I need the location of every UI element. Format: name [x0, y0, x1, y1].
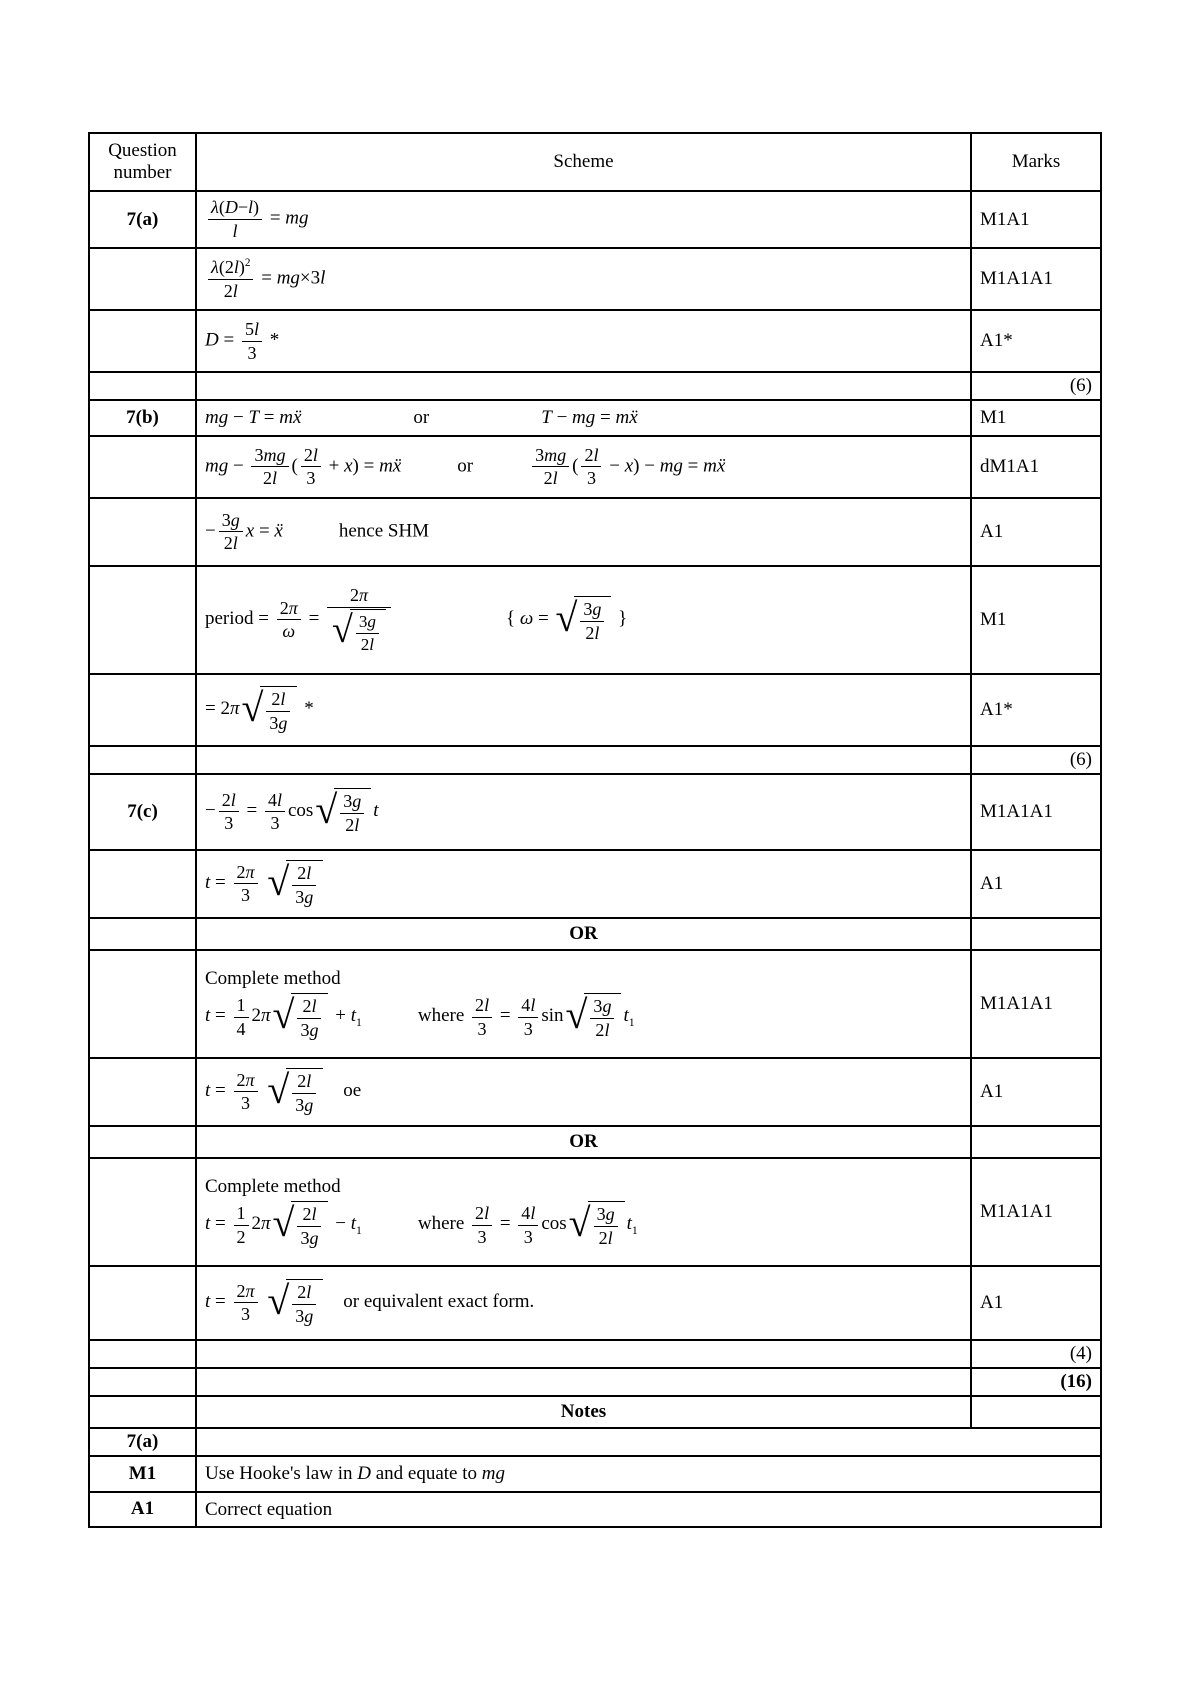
marks-cell [971, 1126, 1101, 1158]
fraction [581, 445, 601, 490]
denominator: 3 [247, 342, 257, 363]
denominator: 2l [360, 634, 375, 654]
numerator: 4l [518, 1203, 538, 1226]
table-row [89, 1158, 1101, 1266]
question-cell [89, 372, 196, 400]
fraction [472, 995, 492, 1040]
square-root: √ $\frac{2l}{3g}$ [273, 1201, 329, 1249]
fraction [518, 995, 538, 1040]
denominator: 3 [241, 885, 251, 906]
square-root: √ $\frac{3g}{2l}$ [315, 788, 371, 836]
denominator: 3 [586, 468, 596, 489]
question-cell [89, 498, 196, 566]
scheme-cell [196, 1428, 1101, 1456]
scheme-line: mg − T = mẍ or T − mg = mẍ [205, 407, 638, 428]
square-root: √ $\frac{2l}{3g}$ [267, 1279, 323, 1327]
marks-cell: M1A1A1 [971, 248, 1101, 310]
or-divider-label: OR [569, 1130, 598, 1152]
scheme-cell [196, 950, 971, 1058]
fraction [532, 445, 569, 490]
upright-text: where [417, 1213, 465, 1235]
marks-cell: (6) [971, 372, 1101, 400]
fraction [234, 1203, 249, 1248]
scheme-cell [196, 372, 971, 400]
denominator: 3 [306, 468, 316, 489]
numerator: 2l [472, 1203, 492, 1226]
fraction [208, 257, 253, 302]
numerator: 1 [234, 995, 249, 1018]
denominator: 2l [223, 280, 238, 301]
marks-cell: M1A1A1 [971, 950, 1101, 1058]
denominator [327, 608, 391, 654]
table-row [89, 566, 1101, 674]
square-root: √ $\frac{2l}{3g}$ [267, 1068, 323, 1116]
marks-cell: (4) [971, 1340, 1101, 1368]
fraction [234, 995, 249, 1040]
fraction [292, 1071, 316, 1116]
marks-cell: M1A1 [971, 191, 1101, 248]
fraction [518, 1203, 538, 1248]
question-cell [89, 248, 196, 310]
scheme-line: Use Hooke's law in D and equate to mg [205, 1462, 505, 1484]
fraction [327, 585, 391, 654]
scheme-cell [196, 436, 971, 498]
denominator: 2l [345, 814, 360, 835]
question-cell [89, 918, 196, 950]
question-cell: 7(c) [89, 774, 196, 850]
scheme-cell [196, 400, 971, 436]
denominator: 2 [236, 1226, 246, 1247]
marks-cell: M1 [971, 566, 1101, 674]
fraction [251, 445, 288, 490]
upright-text: cos [288, 800, 314, 822]
square-root: √ $\frac{3g}{2l}$ [566, 993, 622, 1041]
subscript: 1 [631, 1224, 638, 1238]
fraction [266, 689, 290, 734]
question-cell [89, 746, 196, 774]
numerator: 3g [340, 791, 364, 814]
numerator: 4l [518, 995, 538, 1018]
denominator: 4 [236, 1018, 246, 1039]
numerator: 4l [265, 790, 285, 813]
table-row [89, 191, 1101, 248]
denominator: 2l [262, 468, 277, 489]
scheme-line: t = $\frac{2\pi}{3}$ √ $\frac{2l}{3g}$ or equivalent exact form. [205, 1277, 535, 1326]
fraction [580, 599, 604, 644]
numerator: 1 [234, 1203, 249, 1226]
marks-cell: dM1A1 [971, 436, 1101, 498]
scheme-cell [196, 191, 971, 248]
denominator: 3g [300, 1228, 319, 1249]
marks-cell: A1* [971, 674, 1101, 746]
upright-text: Use Hooke's law in [205, 1462, 358, 1484]
denominator: l [232, 221, 238, 241]
scheme-line: = 2π √ $\frac{2l}{3g}$ * [205, 684, 314, 733]
denominator: 2l [598, 1228, 613, 1249]
upright-text: hence SHM [338, 520, 430, 542]
upright-text: sin [541, 1005, 564, 1027]
scheme-line [205, 967, 962, 991]
scheme-cell [196, 674, 971, 746]
numerator: 2l [301, 445, 321, 468]
upright-text: or [457, 455, 474, 477]
numerator: 5l [242, 319, 262, 342]
marks-cell: M1A1A1 [971, 774, 1101, 850]
radicand [291, 1201, 328, 1249]
scheme-cell [196, 248, 971, 310]
numerator: λ(D−l) [208, 197, 262, 220]
table-row [89, 774, 1101, 850]
fraction [277, 598, 301, 643]
scheme-cell [196, 1368, 971, 1396]
question-cell [89, 1396, 196, 1428]
numerator: 2π [234, 1281, 258, 1304]
fraction [265, 790, 285, 835]
marks-cell: (16) [971, 1368, 1101, 1396]
table-row [89, 850, 1101, 918]
square-root: √ $\frac{2l}{3g}$ [273, 993, 329, 1041]
fraction [340, 791, 364, 836]
table-row [89, 1396, 1101, 1428]
scheme-line: − $\frac{2l}{3}$ = $\frac{4l}{3}$ cos √ $\frac{3g}{2l}$ t [205, 786, 379, 835]
denominator: 3 [224, 813, 234, 834]
question-cell: A1 [89, 1492, 196, 1528]
marks-cell: A1 [971, 498, 1101, 566]
table-row [89, 918, 1101, 950]
scheme-cell [196, 498, 971, 566]
denominator: 3g [269, 712, 288, 733]
scheme-cell [196, 1266, 971, 1340]
scheme-line: mg − $\frac{3mg}{2l}$ ( $\frac{2l}{3}$ + x) = mẍ or $\frac{3mg}{2l}$ ( $\frac{2l}{3}$ − x) − mg = mẍ [205, 444, 726, 489]
scheme-cell [196, 774, 971, 850]
denominator: 3g [300, 1020, 319, 1041]
table-body [89, 191, 1101, 1527]
question-cell [89, 1158, 196, 1266]
numerator: 3mg [532, 445, 569, 468]
scheme-cell [196, 1492, 1101, 1528]
table-row [89, 248, 1101, 310]
scheme-line: $\frac{\lambda(2l)^2}{2l}$ = mg×3l [205, 257, 962, 302]
denominator: 3 [241, 1304, 251, 1325]
superscript: 2 [244, 256, 251, 269]
upright-text: or equivalent exact form. [343, 1291, 535, 1313]
or-divider-label: OR [569, 922, 598, 944]
question-cell: 7(a) [89, 1428, 196, 1456]
scheme-line: t = $\frac{2\pi}{3}$ √ $\frac{2l}{3g}$ oe [205, 1066, 362, 1115]
numerator: 2π [234, 1070, 258, 1093]
numerator: 2π [327, 585, 391, 608]
denominator: 3 [241, 1093, 251, 1114]
marks-cell: A1 [971, 850, 1101, 918]
numerator: $\lambda(2l)^2$ [208, 257, 253, 280]
marks-cell: A1 [971, 1058, 1101, 1126]
numerator: 2π [234, 862, 258, 885]
radicand [286, 1068, 323, 1116]
scheme-line: D = $\frac{5l}{3}$ * [205, 318, 280, 363]
radicand [334, 788, 371, 836]
scheme-cell [196, 850, 971, 918]
fraction [301, 445, 321, 490]
denominator: 3 [477, 1018, 487, 1039]
table-row [89, 1492, 1101, 1528]
table-row [89, 372, 1101, 400]
question-cell: 7(b) [89, 400, 196, 436]
numerator: 2π [277, 598, 301, 621]
marks-cell: (6) [971, 746, 1101, 774]
scheme-cell [196, 746, 971, 774]
radicand [260, 686, 297, 734]
scheme-cell [196, 1158, 971, 1266]
numerator: 2l [581, 445, 601, 468]
scheme-line: − $\frac{3g}{2l}$ x = ẍ hence SHM [205, 509, 430, 554]
numerator: 2l [219, 790, 239, 813]
question-cell [89, 1126, 196, 1158]
table-row [89, 436, 1101, 498]
denominator: 3g [295, 886, 314, 907]
fraction [219, 790, 239, 835]
scheme-line: $\frac{\lambda(D-l)}{l}$ = mg [205, 197, 962, 242]
scheme-line: t = $\frac{1}{2}$ 2π √ $\frac{2l}{3g}$ − $t_1$ where $\frac{2l}{3}$ = $\frac{4l}{3}$ cos √ $\frac{3g}{2l}$ $t_1$ [205, 1200, 638, 1249]
question-cell [89, 1368, 196, 1396]
fraction [219, 510, 243, 555]
table-row [89, 498, 1101, 566]
table-row [89, 1126, 1101, 1158]
denominator: ω [282, 621, 296, 642]
question-cell [89, 674, 196, 746]
square-root: √ $\frac{3g}{2l}$ [555, 596, 611, 644]
numerator: 2l [292, 1282, 316, 1305]
question-cell: 7(a) [89, 191, 196, 248]
fraction [292, 1282, 316, 1327]
fraction [234, 1281, 258, 1326]
upright-text: and equate to [370, 1462, 482, 1484]
notes-heading-cell [196, 1396, 971, 1428]
fraction [472, 1203, 492, 1248]
table-row [89, 746, 1101, 774]
marks-cell [971, 1396, 1101, 1428]
table-row [89, 1428, 1101, 1456]
denominator: 3 [523, 1226, 533, 1247]
denominator: 2l [223, 533, 238, 554]
header-marks: Marks [971, 133, 1101, 191]
radicand [286, 860, 323, 908]
question-cell [89, 1340, 196, 1368]
mark-scheme-table [88, 132, 1102, 1528]
fraction [242, 319, 262, 364]
scheme-cell [196, 1340, 971, 1368]
table-row [89, 1058, 1101, 1126]
denominator: 3 [270, 813, 280, 834]
upright-text: oe [343, 1080, 362, 1102]
table-header-row [89, 133, 1101, 191]
radicand [350, 609, 386, 654]
denominator: 3 [523, 1018, 533, 1039]
header-question-number: Question number [89, 133, 196, 191]
subscript: 1 [355, 1016, 362, 1030]
numerator: 3g [356, 612, 379, 634]
numerator: 3g [590, 996, 614, 1019]
or-divider-cell [196, 918, 971, 950]
square-root: √ $\frac{3g}{2l}$ [569, 1201, 625, 1249]
numerator: 3mg [251, 445, 288, 468]
numerator: 2l [472, 995, 492, 1018]
table-row [89, 400, 1101, 436]
upright-text: Correct equation [205, 1498, 333, 1520]
header-scheme: Scheme [196, 133, 971, 191]
fraction [297, 996, 321, 1041]
fraction [590, 996, 614, 1041]
question-cell [89, 850, 196, 918]
table-row [89, 1456, 1101, 1492]
marks-cell: M1 [971, 400, 1101, 436]
fraction [292, 863, 316, 908]
scheme-cell [196, 1058, 971, 1126]
radicand [291, 993, 328, 1041]
denominator: 2l [543, 468, 558, 489]
scheme-cell [196, 1456, 1101, 1492]
fraction [234, 862, 258, 907]
table-row [89, 1266, 1101, 1340]
question-cell [89, 566, 196, 674]
radicand [574, 596, 611, 644]
square-root: √ $\frac{3g}{2l}$ [332, 609, 386, 654]
fraction [356, 612, 379, 654]
notes-heading: Notes [560, 1400, 607, 1422]
table-row [89, 950, 1101, 1058]
marks-cell [971, 918, 1101, 950]
scheme-line [205, 1498, 1092, 1522]
upright-text: where [417, 1005, 465, 1027]
radicand [588, 1201, 625, 1249]
fraction [594, 1204, 618, 1249]
subscript: 1 [628, 1016, 635, 1030]
denominator: 3g [295, 1305, 314, 1326]
marks-cell: A1 [971, 1266, 1101, 1340]
scheme-line: t = $\frac{1}{4}$ 2π √ $\frac{2l}{3g}$ + $t_1$ where $\frac{2l}{3}$ = $\frac{4l}{3}$ sin √ $\frac{3g}{2l}$ $t_1$ [205, 992, 635, 1041]
fraction [297, 1204, 321, 1249]
denominator: 2l [595, 1020, 610, 1041]
question-cell [89, 1058, 196, 1126]
scheme-line: period = $\frac{2\pi}{\omega}$ = 2π √ $\frac{3g}{2l}$ { ω = √ $\frac{3g}{2l}$ } [205, 585, 628, 654]
numerator: 2l [292, 1071, 316, 1094]
upright-text: or [413, 407, 430, 428]
table-row [89, 1340, 1101, 1368]
question-cell [89, 436, 196, 498]
table-row [89, 674, 1101, 746]
table-row [89, 1368, 1101, 1396]
denominator: 2l [585, 622, 600, 643]
upright-text: cos [541, 1213, 567, 1235]
question-cell: M1 [89, 1456, 196, 1492]
numerator: 3g [580, 599, 604, 622]
question-cell [89, 310, 196, 372]
numerator: 3g [594, 1204, 618, 1227]
table-row [89, 310, 1101, 372]
numerator: 2l [297, 1204, 321, 1227]
marks-cell: M1A1A1 [971, 1158, 1101, 1266]
fraction [208, 197, 262, 242]
scheme-line [205, 1175, 962, 1199]
numerator: 2l [292, 863, 316, 886]
upright-text: Complete method [205, 1175, 341, 1197]
denominator: 3g [295, 1094, 314, 1115]
question-cell [89, 950, 196, 1058]
denominator: 3 [477, 1226, 487, 1247]
or-divider-cell [196, 1126, 971, 1158]
numerator: 2l [297, 996, 321, 1019]
numerator: 3g [219, 510, 243, 533]
radicand [584, 993, 621, 1041]
fraction [234, 1070, 258, 1115]
square-root: √ $\frac{2l}{3g}$ [242, 686, 298, 734]
scheme-line: t = $\frac{2\pi}{3}$ √ $\frac{2l}{3g}$ [205, 860, 962, 908]
numerator: 2l [266, 689, 290, 712]
scheme-cell [196, 310, 971, 372]
question-cell [89, 1266, 196, 1340]
square-root: √ $\frac{2l}{3g}$ [267, 860, 323, 908]
upright-text: Complete method [205, 967, 341, 989]
upright-text: period [205, 608, 254, 630]
marks-cell: A1* [971, 310, 1101, 372]
scheme-cell [196, 566, 971, 674]
radicand [286, 1279, 323, 1327]
subscript: 1 [355, 1224, 362, 1238]
